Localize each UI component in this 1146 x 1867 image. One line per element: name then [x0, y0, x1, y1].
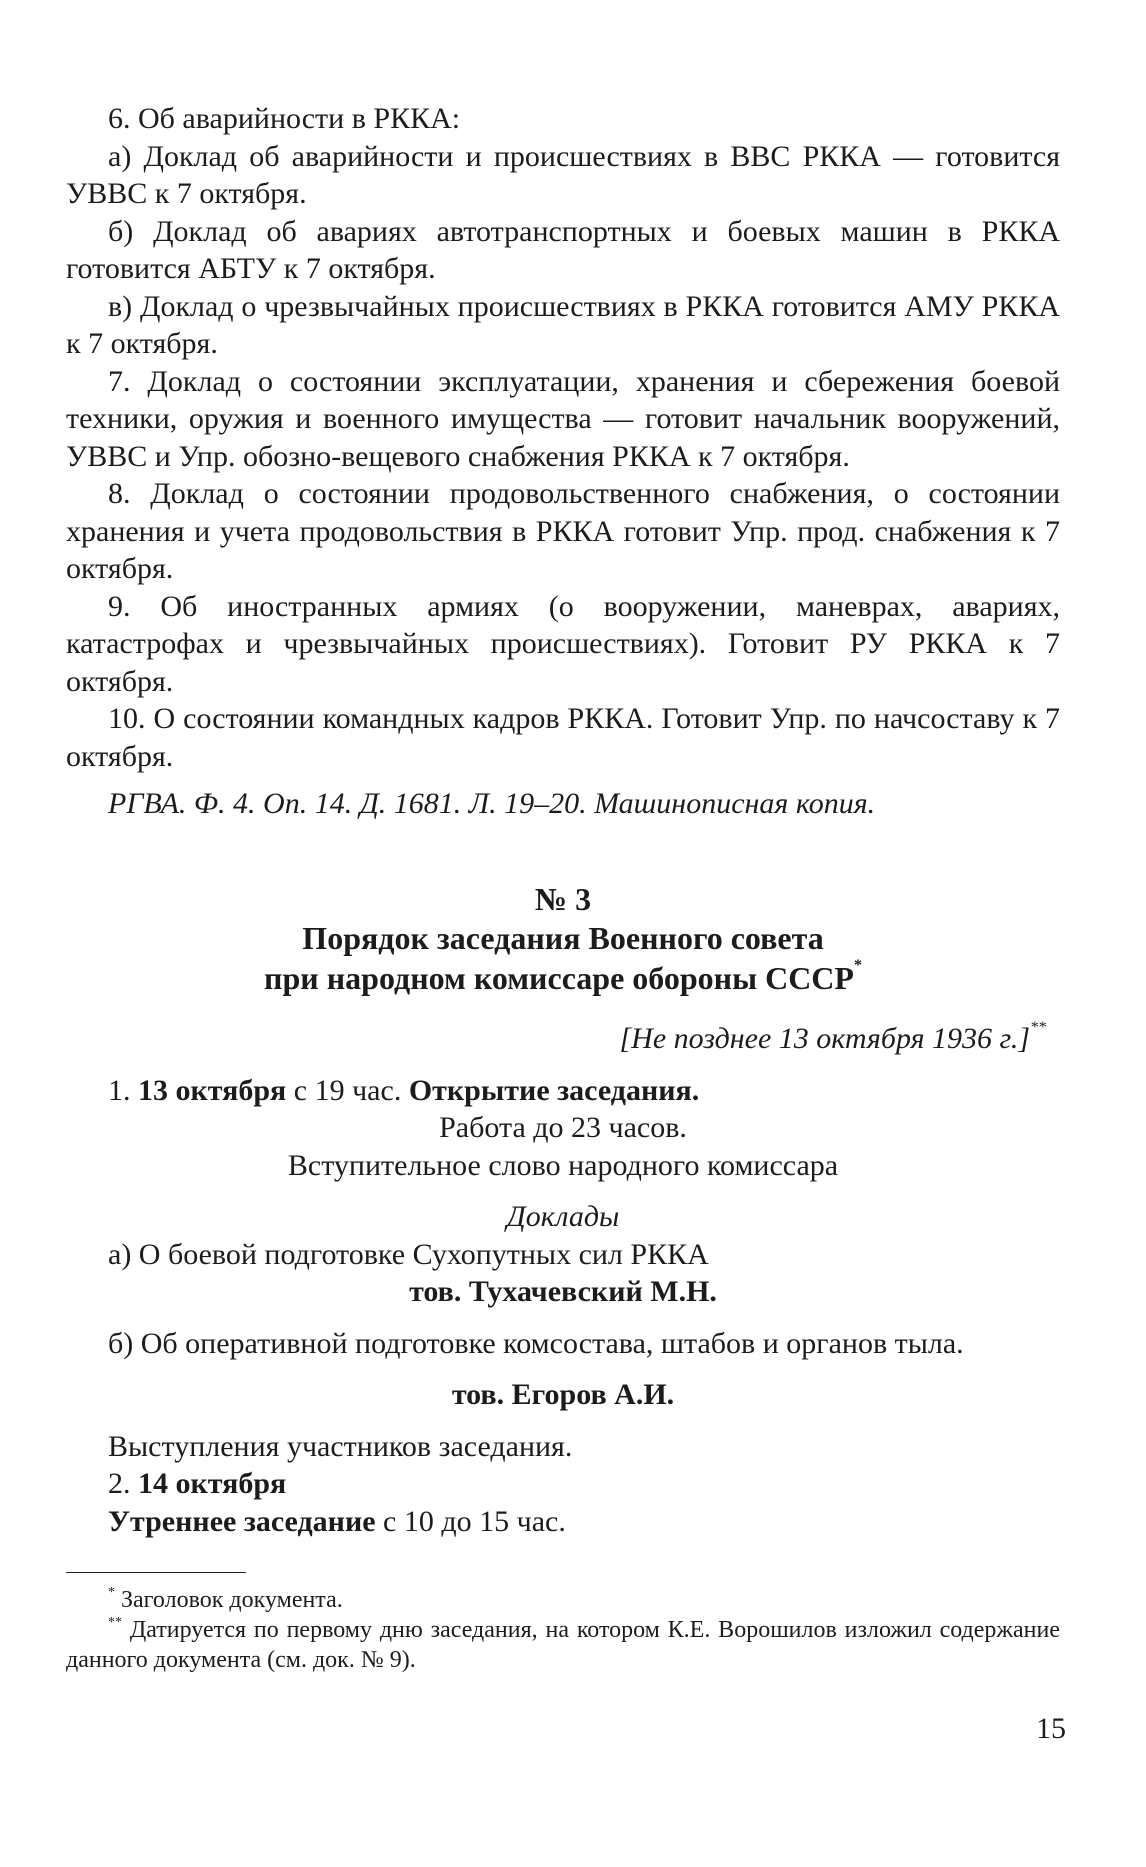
- intro-speech: Вступительное слово народного комиссара: [287, 1148, 839, 1182]
- day-date: 14 октября: [138, 1467, 287, 1500]
- day-1-line: [66, 1072, 1060, 1110]
- item-7: 7. Доклад о состоянии эксплуатации, хранения и сбережения боевой техники, оружия и военного имущества — готовит начальник вооружений, УВВС и Упр. обозно-вещевого снабжения РККА к 7 октября.: [66, 364, 1060, 473]
- footnote-text: Заголовок документа.: [121, 1587, 343, 1613]
- item-6b: б) Доклад об авариях автотранспортных и боевых машин в РККА готовится АБТУ к 7 октября.: [66, 214, 1060, 285]
- footnote-1: [66, 1585, 1060, 1615]
- document-number: № 3: [534, 880, 592, 917]
- work-hours: Работа до 23 часов.: [439, 1111, 687, 1144]
- footnote-ref: *: [853, 957, 862, 974]
- document-date-text: [Не позднее 13 октября 1936 г.]: [619, 1022, 1030, 1055]
- footnote-mark: **: [108, 1615, 122, 1630]
- morning-session: [66, 1503, 1060, 1541]
- opening-label: Открытие заседания.: [408, 1073, 700, 1107]
- footnote-divider: [66, 1572, 246, 1573]
- document-title-line-2: [66, 958, 1060, 998]
- session-label: Утреннее заседание: [108, 1504, 376, 1538]
- document-date: [66, 1020, 1060, 1058]
- archive-source: РГВА. Ф. 4. Оп. 14. Д. 1681. Л. 19–20. Машинописная копия.: [108, 787, 876, 820]
- day-time: с 19 час.: [293, 1073, 402, 1107]
- day-number: 1.: [108, 1073, 131, 1107]
- footnote-mark: *: [108, 1585, 115, 1600]
- report-a: а) О боевой подготовке Сухопутных сил РККА: [108, 1237, 709, 1271]
- item-6-heading: 6. Об аварийности в РККА:: [108, 102, 461, 135]
- report-a-speaker: тов. Тухачевский М.Н.: [409, 1275, 717, 1308]
- item-6v: в) Доклад о чрезвычайных происшествиях в РККА готовится АМУ РККА к 7 октября.: [66, 289, 1060, 360]
- day-number: 2.: [108, 1467, 131, 1500]
- item-9: 9. Об иностранных армиях (о вооружении, маневрах, авариях, катастрофах и чрезвычайных происшествиях). Готовит РУ РККА к 7 октября.: [66, 589, 1060, 698]
- reports-heading: Доклады: [506, 1200, 620, 1233]
- footnote-2: [66, 1615, 1060, 1675]
- item-8: 8. Доклад о состоянии продовольственного снабжения, о состоянии хранения и учета продовольствия в РККА готовит Упр. прод. снабжения к 7 октября.: [66, 477, 1060, 585]
- report-b-speaker: тов. Егоров А.И.: [451, 1378, 675, 1411]
- page-content: [66, 100, 1060, 1675]
- footnote-text: Датируется по первому дню заседания, на котором К.Е. Ворошилов изложил содержание данного документа (см. док. № 9).: [66, 1617, 1060, 1673]
- item-6a: а) Доклад об аварийности и происшествиях в ВВС РККА — готовится УВВС к 7 октября.: [66, 139, 1060, 210]
- page-number: 15: [1036, 1712, 1066, 1745]
- document-title-line-2-text: при народном комиссаре обороны СССР: [264, 960, 854, 996]
- session-time: с 10 до 15 час.: [383, 1504, 566, 1538]
- document-title-line-1: Порядок заседания Военного совета: [302, 920, 824, 956]
- participant-speeches: Выступления участников заседания.: [108, 1429, 573, 1463]
- day-date: 13 октября: [138, 1073, 287, 1107]
- report-b: б) Об оперативной подготовке комсостава, штабов и органов тыла.: [108, 1326, 964, 1360]
- day-2-line: [66, 1465, 1060, 1503]
- item-10: 10. О состоянии командных кадров РККА. Готовит Упр. по начсоставу к 7 октября.: [66, 702, 1060, 773]
- document-title: [66, 918, 1060, 998]
- footnote-ref: **: [1030, 1019, 1046, 1036]
